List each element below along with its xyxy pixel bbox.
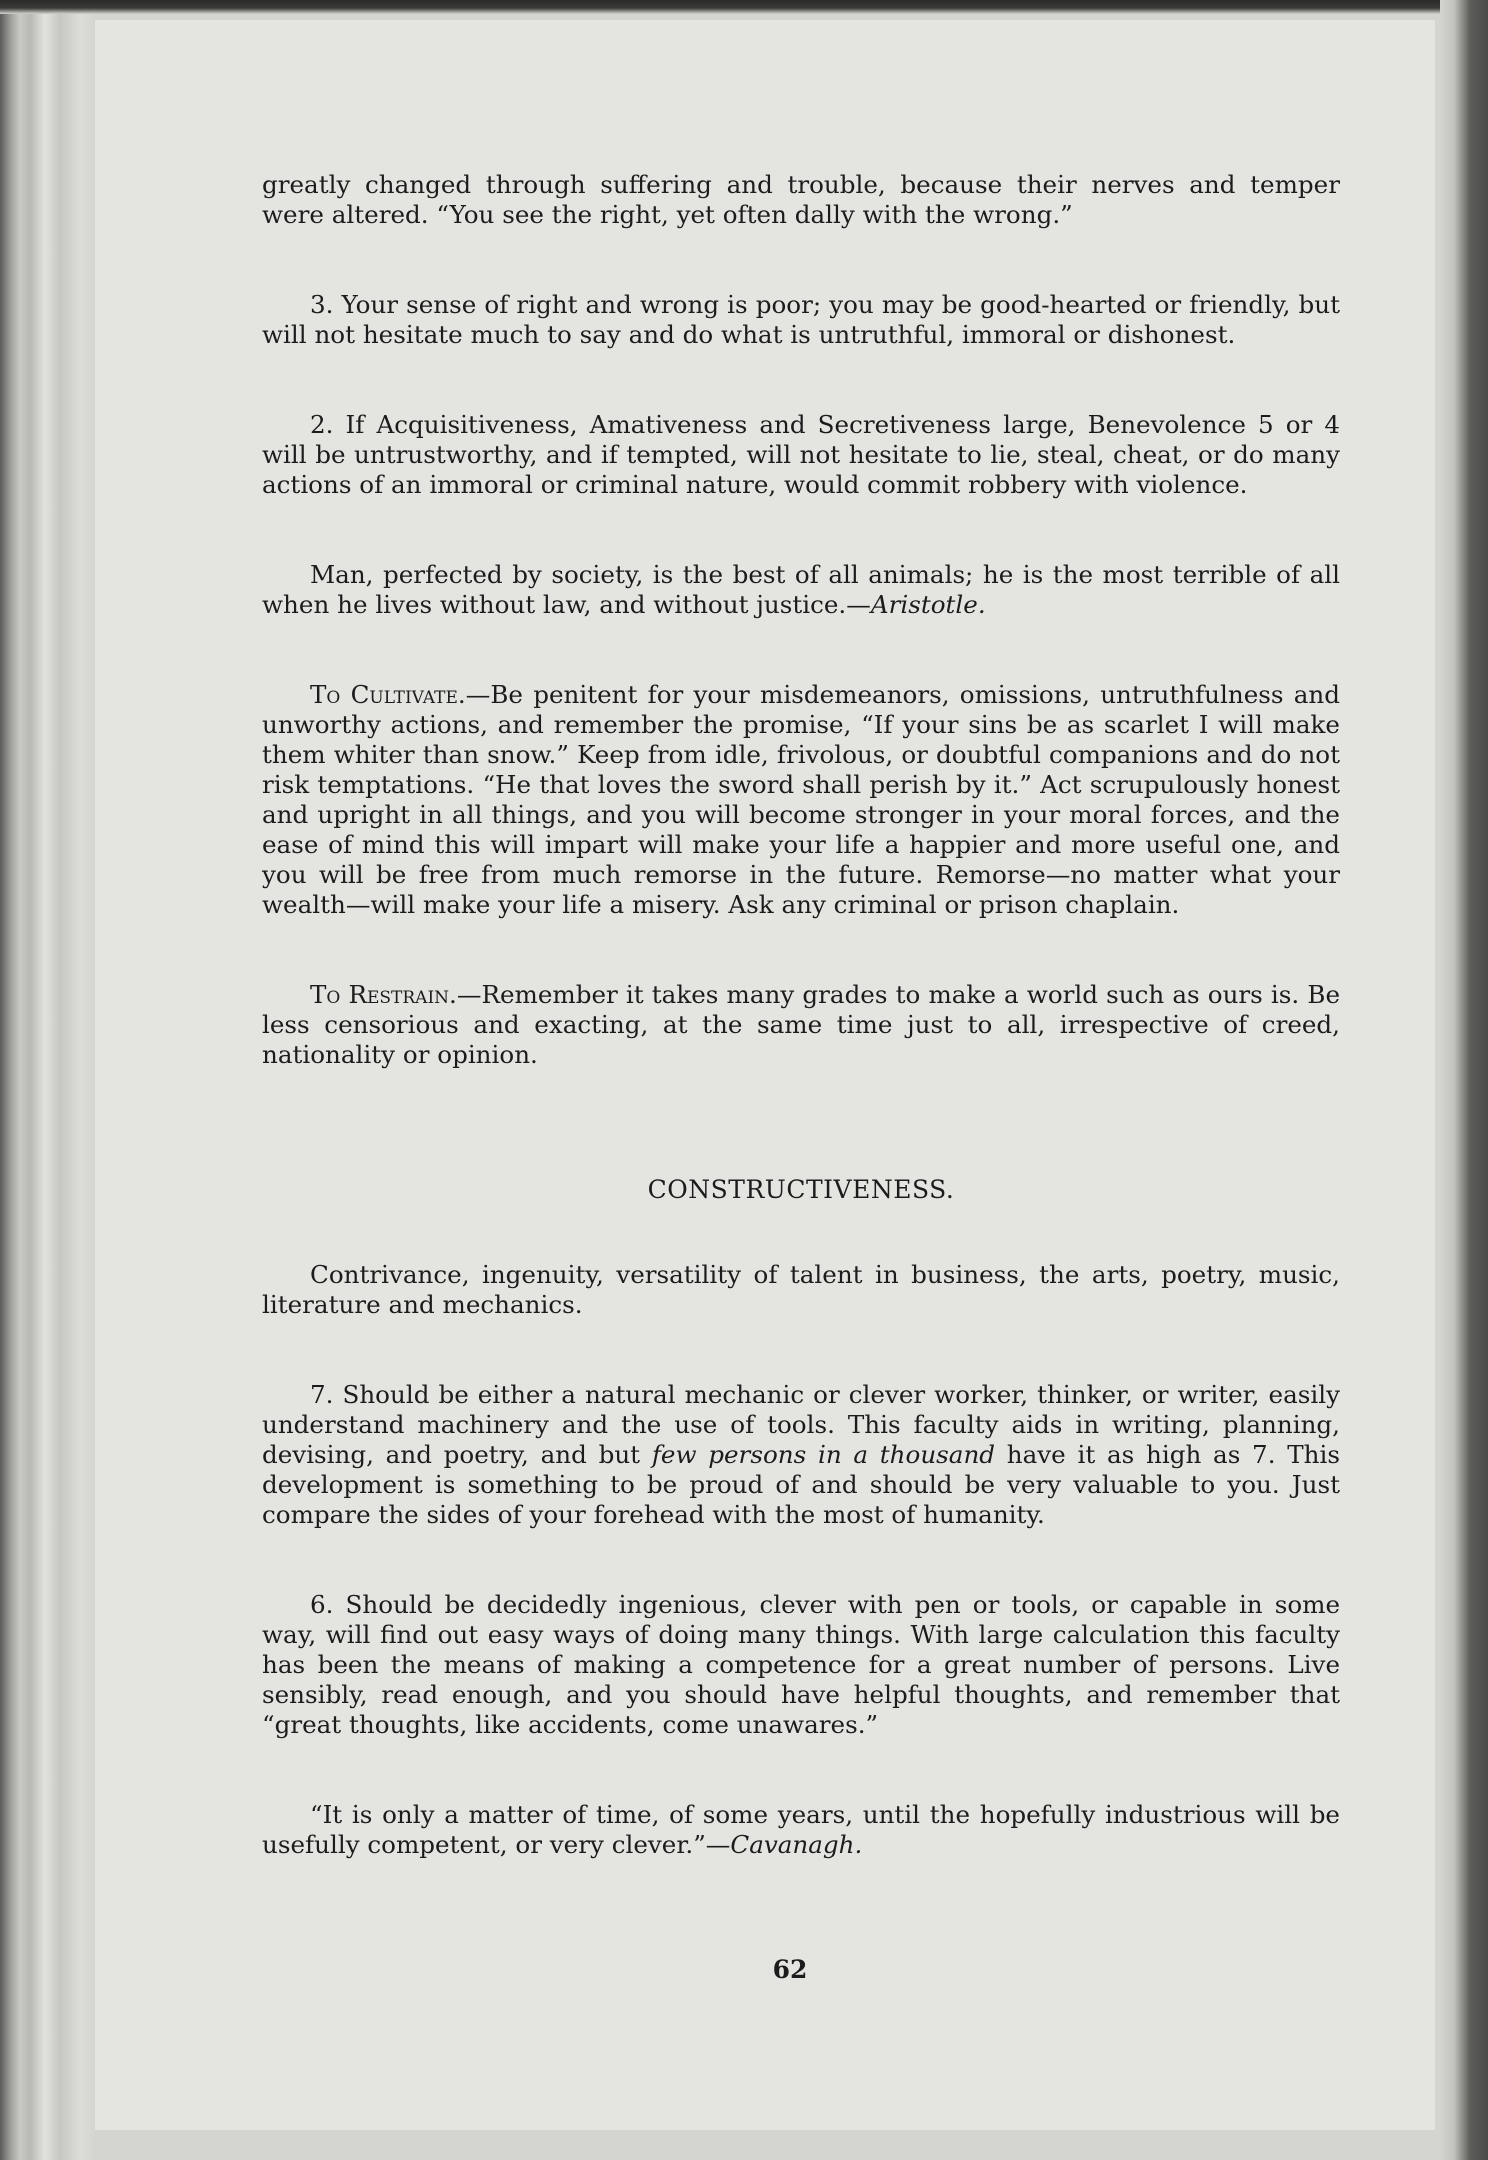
paragraph-rating-2: 2. If Acquisitiveness, Amativeness and Secretiveness large, Benevolence 5 or 4 will be untrustworthy, and if tempted, will not hesitate to lie, steal, cheat, or do many actions of an immoral or criminal nature, would commit robbery with violence. (262, 410, 1340, 499)
rating-7-text-start: 7. Should be either a natural mechanic or clever worker, thinker, or writer, easily understand machinery and the use of tools. This faculty aids in writing, planning, devising, and poetry, and but (262, 1380, 1340, 1469)
section-heading: CONSTRUCTIVENESS. (647, 1175, 955, 1204)
cavanagh-quote (262, 1800, 1340, 1860)
rating-7-emphasis: few persons in a thousand (651, 1440, 996, 1469)
top-shadow-edge (0, 0, 1488, 14)
to-cultivate-label: To Cultivate. (310, 680, 466, 709)
to-cultivate-text: —Be penitent for your misdemeanors, omissions, untruthfulness and unworthy actions, and remember the promise, “If your sins be as scarlet I will make them whiter than snow.” Keep from idle, frivolous, or doubtful companions and do not risk temptations. “He that loves the sword shall perish by it.” Act scrupulously honest and upright in all things, and you will become stronger in your moral forces, and the ease of mind this will impart will make your life a happier and more useful one, and you will be free from much remorse in the future. Remorse—no matter what your wealth—will make your life a misery. Ask any criminal or prison chaplain. (262, 680, 1341, 919)
cavanagh-quote-author: Cavanagh. (730, 1830, 863, 1859)
aristotle-quote-text: Man, perfected by society, is the best of all animals; he is the most terrible of all when he lives without law, and without justice.— (262, 560, 1340, 619)
paragraph-rating-7 (262, 1380, 1340, 1530)
page-body (262, 170, 1340, 1920)
paragraph-rating-6: 6. Should be decidedly ingenious, clever with pen or tools, or capable in some way, will find out easy ways of doing many things. With large calculation this faculty has been the means of making a competence for a great number of persons. Live sensibly, read enough, and you should have helpful thoughts, and remember that “great thoughts, like accidents, come unawares.” (262, 1590, 1340, 1739)
to-restrain-text: —Remember it takes many grades to make a world such as ours is. Be less censorious and exacting, at the same time just to all, irrespective of creed, nationality or opinion. (262, 980, 1340, 1069)
rating-7-text-end: have it as high as 7. This development is something to be proud of and should be very valuable to you. Just compare the sides of your forehead with the most of humanity. (262, 1440, 1340, 1529)
to-restrain-label: To Restrain. (310, 980, 457, 1009)
continued-paragraph: greatly changed through suffering and trouble, because their nerves and temper were altered. “You see the right, yet often dally with the wrong.” (262, 170, 1340, 229)
definition-paragraph: Contrivance, ingenuity, versatility of talent in business, the arts, poetry, music, literature and mechanics. (262, 1260, 1340, 1319)
paragraph-rating-3: 3. Your sense of right and wrong is poor; you may be good-hearted or friendly, but will not hesitate much to say and do what is untruthful, immoral or dishonest. (262, 290, 1340, 349)
right-shadow-edge (1440, 0, 1488, 2160)
aristotle-quote (262, 560, 1340, 620)
to-cultivate-paragraph (262, 680, 1340, 920)
book-spine-edge (0, 0, 95, 2160)
aristotle-quote-author: Aristotle. (870, 590, 986, 619)
cavanagh-quote-text: “It is only a matter of time, of some years, until the hopefully industrious will be usefully competent, or very clever.”— (262, 1800, 1340, 1859)
page-number: 62 (772, 1955, 808, 1984)
to-restrain-paragraph (262, 980, 1340, 1070)
